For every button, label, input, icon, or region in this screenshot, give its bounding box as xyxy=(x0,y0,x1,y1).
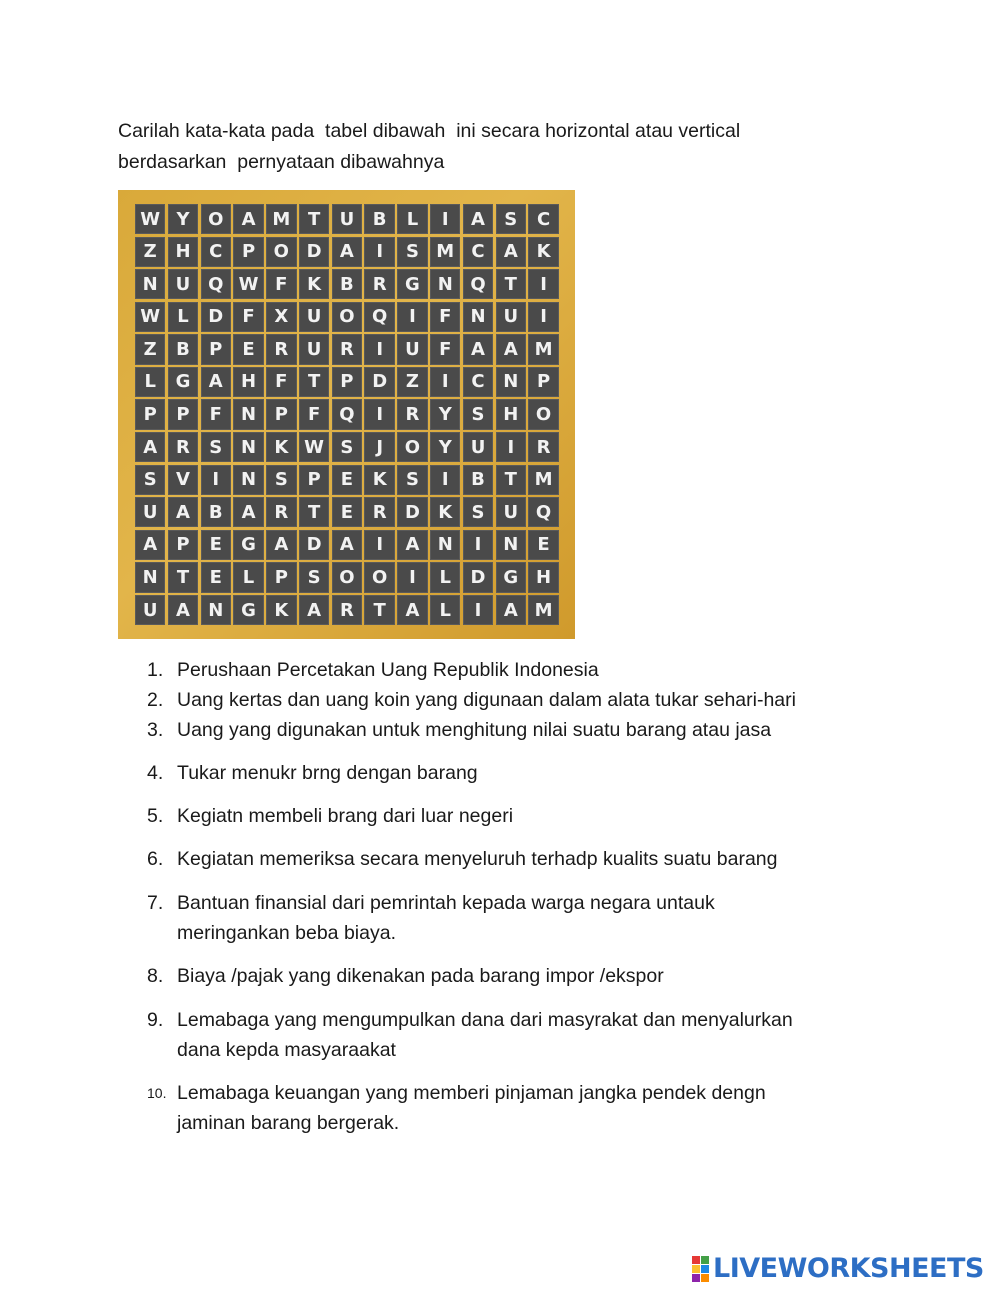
clue-number: 3. xyxy=(147,719,164,741)
grid-cell[interactable]: S xyxy=(299,562,329,592)
grid-cell[interactable]: S xyxy=(135,465,165,495)
grid-cell[interactable]: M xyxy=(430,237,460,267)
grid-cell[interactable]: F xyxy=(201,399,231,429)
grid-cell[interactable]: I xyxy=(397,302,427,332)
clue-text: Bantuan finansial dari pemrintah kepada warga negara untauk meringankan beba biaya. xyxy=(177,892,715,944)
grid-cell[interactable]: Q xyxy=(364,302,394,332)
grid-cell[interactable]: B xyxy=(463,465,493,495)
grid-cell[interactable]: A xyxy=(201,367,231,397)
grid-cell[interactable]: F xyxy=(430,302,460,332)
grid-cell[interactable]: E xyxy=(332,465,362,495)
grid-cell[interactable]: K xyxy=(299,269,329,299)
grid-cell[interactable]: C xyxy=(463,367,493,397)
grid-cell[interactable]: H xyxy=(168,237,198,267)
grid-cell[interactable]: A xyxy=(496,237,526,267)
grid-cell[interactable]: I xyxy=(201,465,231,495)
grid-cell[interactable]: D xyxy=(299,530,329,560)
grid-cell[interactable]: U xyxy=(135,595,165,625)
grid-cell[interactable]: A xyxy=(496,595,526,625)
grid-cell[interactable]: M xyxy=(528,595,558,625)
clue-text: Uang kertas dan uang koin yang digunaan dalam alata tukar sehari-hari xyxy=(177,689,796,711)
grid-cell[interactable]: D xyxy=(364,367,394,397)
grid-cell[interactable]: U xyxy=(496,497,526,527)
grid-cell[interactable]: X xyxy=(266,302,296,332)
logo-text: LIVEWORKSHEETS xyxy=(713,1253,984,1284)
grid-cell[interactable]: I xyxy=(496,432,526,462)
grid-cell[interactable]: Q xyxy=(332,399,362,429)
grid-cell[interactable]: Z xyxy=(135,237,165,267)
grid-cell[interactable]: W xyxy=(299,432,329,462)
grid-cell[interactable]: K xyxy=(266,432,296,462)
grid-cell[interactable]: P xyxy=(266,399,296,429)
grid-cell[interactable]: A xyxy=(397,530,427,560)
grid-cell[interactable]: A xyxy=(496,334,526,364)
grid-cell[interactable]: F xyxy=(430,334,460,364)
grid-cell[interactable]: I xyxy=(430,367,460,397)
grid-cell[interactable]: Y xyxy=(430,399,460,429)
grid-cell[interactable]: Q xyxy=(528,497,558,527)
grid-cell[interactable]: S xyxy=(266,465,296,495)
grid-cell[interactable]: N xyxy=(135,269,165,299)
grid-cell[interactable]: V xyxy=(168,465,198,495)
grid-cell[interactable]: N xyxy=(496,530,526,560)
grid-cell[interactable]: U xyxy=(299,334,329,364)
grid-cell[interactable]: T xyxy=(299,497,329,527)
grid-cell[interactable]: I xyxy=(364,237,394,267)
grid-cell[interactable]: N xyxy=(496,367,526,397)
grid-cell[interactable]: O xyxy=(397,432,427,462)
grid-cell[interactable]: R xyxy=(332,595,362,625)
liveworksheets-logo xyxy=(692,1253,984,1284)
grid-cell[interactable]: P xyxy=(528,367,558,397)
grid-cell[interactable]: B xyxy=(332,269,362,299)
grid-cell[interactable]: U xyxy=(397,334,427,364)
grid-cell[interactable]: T xyxy=(496,465,526,495)
grid-cell[interactable]: K xyxy=(364,465,394,495)
clue-number: 1. xyxy=(147,659,164,681)
grid-cell[interactable]: C xyxy=(201,237,231,267)
grid-cell[interactable]: K xyxy=(266,595,296,625)
grid-cell[interactable]: T xyxy=(299,204,329,234)
grid-cell[interactable]: A xyxy=(168,595,198,625)
grid-cell[interactable]: O xyxy=(332,302,362,332)
grid-cell[interactable]: G xyxy=(168,367,198,397)
grid-cell[interactable]: W xyxy=(135,204,165,234)
grid-cell[interactable]: U xyxy=(463,432,493,462)
grid-cell[interactable]: E xyxy=(201,530,231,560)
grid-cell[interactable]: Y xyxy=(168,204,198,234)
grid-cell[interactable]: S xyxy=(463,399,493,429)
grid-cell[interactable]: O xyxy=(266,237,296,267)
grid-cell[interactable]: Z xyxy=(397,367,427,397)
grid-cell[interactable]: N xyxy=(135,562,165,592)
grid-cell[interactable]: I xyxy=(364,334,394,364)
grid-cell[interactable]: F xyxy=(266,367,296,397)
grid-cell[interactable]: S xyxy=(397,465,427,495)
grid-cell[interactable]: A xyxy=(135,432,165,462)
grid-cell[interactable]: A xyxy=(463,334,493,364)
grid-cell[interactable]: Q xyxy=(463,269,493,299)
logo-mark-square xyxy=(701,1265,709,1273)
grid-cell[interactable]: P xyxy=(135,399,165,429)
grid-cell[interactable]: C xyxy=(463,237,493,267)
grid-cell[interactable]: P xyxy=(168,399,198,429)
grid-cell[interactable]: L xyxy=(168,302,198,332)
grid-cell[interactable]: T xyxy=(496,269,526,299)
clue-text: Kegiatan memeriksa secara menyeluruh terhadp kualits suatu barang xyxy=(177,848,778,870)
grid-cell[interactable]: E xyxy=(201,562,231,592)
grid-cell[interactable]: G xyxy=(496,562,526,592)
grid-cell[interactable]: S xyxy=(332,432,362,462)
grid-cell[interactable]: W xyxy=(135,302,165,332)
grid-cell[interactable]: G xyxy=(233,595,263,625)
grid-cell[interactable]: I xyxy=(397,562,427,592)
clue-item xyxy=(147,961,867,991)
grid-cell[interactable]: A xyxy=(233,204,263,234)
liveworksheets-logo-icon xyxy=(692,1256,709,1282)
clue-item xyxy=(147,655,867,685)
grid-cell[interactable]: D xyxy=(397,497,427,527)
grid-cell[interactable]: M xyxy=(528,465,558,495)
grid-cell[interactable]: T xyxy=(299,367,329,397)
clue-item xyxy=(147,801,867,831)
grid-cell[interactable]: A xyxy=(135,530,165,560)
clue-number: 9. xyxy=(147,1009,164,1031)
grid-cell[interactable]: L xyxy=(135,367,165,397)
grid-cell[interactable]: T xyxy=(364,595,394,625)
grid-cell[interactable]: I xyxy=(430,465,460,495)
grid-cell[interactable]: N xyxy=(233,432,263,462)
clue-item xyxy=(147,844,867,874)
grid-cell[interactable]: A xyxy=(463,204,493,234)
clue-number: 2. xyxy=(147,689,164,711)
instruction-line-1: Carilah kata-kata pada tabel dibawah ini secara horizontal atau vertical xyxy=(118,120,741,142)
clue-item xyxy=(147,1078,867,1138)
grid-cell[interactable]: N xyxy=(201,595,231,625)
clue-text: Lemabaga keuangan yang memberi pinjaman jangka pendek dengn jaminan barang bergerak. xyxy=(177,1082,766,1134)
clue-item xyxy=(147,715,867,745)
grid-cell[interactable]: U xyxy=(168,269,198,299)
grid-cell[interactable]: A xyxy=(233,497,263,527)
clue-item xyxy=(147,1005,867,1065)
grid-cell[interactable]: R xyxy=(332,334,362,364)
grid-cell[interactable]: T xyxy=(168,562,198,592)
instruction-line-2: berdasarkan pernyataan dibawahnya xyxy=(118,151,445,173)
grid-cell[interactable]: A xyxy=(168,497,198,527)
grid-cell[interactable]: I xyxy=(528,269,558,299)
logo-mark-square xyxy=(692,1265,700,1273)
grid-cell[interactable]: A xyxy=(266,530,296,560)
grid-cell[interactable]: P xyxy=(332,367,362,397)
grid-cell[interactable]: A xyxy=(332,237,362,267)
grid-cell[interactable]: H xyxy=(528,562,558,592)
grid-cell[interactable]: U xyxy=(496,302,526,332)
grid-cell[interactable]: A xyxy=(332,530,362,560)
logo-mark-square xyxy=(701,1274,709,1282)
grid-cell[interactable]: I xyxy=(364,399,394,429)
instructions xyxy=(118,116,878,178)
grid-cell[interactable]: G xyxy=(233,530,263,560)
grid-cell[interactable]: N xyxy=(430,530,460,560)
grid-cell[interactable]: C xyxy=(528,204,558,234)
grid-cell[interactable]: A xyxy=(397,595,427,625)
grid-cell[interactable]: U xyxy=(299,302,329,332)
clue-item xyxy=(147,758,867,788)
grid-cell[interactable]: R xyxy=(364,269,394,299)
grid-cell[interactable]: I xyxy=(463,530,493,560)
grid-cell[interactable]: N xyxy=(430,269,460,299)
grid-cell[interactable]: N xyxy=(233,465,263,495)
grid-cell[interactable]: W xyxy=(233,269,263,299)
clue-text: Biaya /pajak yang dikenakan pada barang impor /ekspor xyxy=(177,965,664,987)
logo-mark-square xyxy=(701,1256,709,1264)
grid-cell[interactable]: P xyxy=(201,334,231,364)
grid-cell[interactable]: P xyxy=(168,530,198,560)
logo-mark-square xyxy=(692,1256,700,1264)
grid-cell[interactable]: U xyxy=(332,204,362,234)
clue-text: Kegiatn membeli brang dari luar negeri xyxy=(177,805,514,827)
grid-cell[interactable]: E xyxy=(332,497,362,527)
clue-number: 10. xyxy=(147,1085,167,1101)
grid-cell[interactable]: M xyxy=(528,334,558,364)
grid-cell[interactable]: R xyxy=(266,334,296,364)
grid-cell[interactable]: D xyxy=(463,562,493,592)
grid-cell[interactable]: M xyxy=(266,204,296,234)
grid-cell[interactable]: H xyxy=(496,399,526,429)
grid-cell[interactable]: S xyxy=(201,432,231,462)
grid-cell[interactable]: R xyxy=(168,432,198,462)
grid-cell[interactable]: O xyxy=(364,562,394,592)
grid-cell[interactable]: P xyxy=(233,237,263,267)
grid-cell[interactable]: G xyxy=(397,269,427,299)
grid-cell[interactable]: I xyxy=(463,595,493,625)
grid-cell[interactable]: A xyxy=(299,595,329,625)
logo-mark-square xyxy=(692,1274,700,1282)
word-search-puzzle xyxy=(118,190,575,639)
grid-cell[interactable]: O xyxy=(332,562,362,592)
grid-cell[interactable]: B xyxy=(168,334,198,364)
grid-cell[interactable]: E xyxy=(233,334,263,364)
grid-cell[interactable]: S xyxy=(496,204,526,234)
grid-cell[interactable]: R xyxy=(266,497,296,527)
grid-cell[interactable]: L xyxy=(397,204,427,234)
grid-cell[interactable]: L xyxy=(430,562,460,592)
clue-number: 5. xyxy=(147,805,164,827)
grid-cell[interactable]: I xyxy=(364,530,394,560)
clue-item xyxy=(147,685,867,715)
grid-cell[interactable]: F xyxy=(233,302,263,332)
grid-cell[interactable]: E xyxy=(528,530,558,560)
grid-cell[interactable]: N xyxy=(233,399,263,429)
grid-cell[interactable]: R xyxy=(528,432,558,462)
grid-cell[interactable]: B xyxy=(201,497,231,527)
grid-cell[interactable]: U xyxy=(135,497,165,527)
word-search-grid xyxy=(135,204,559,625)
clue-text: Uang yang digunakan untuk menghitung nilai suatu barang atau jasa xyxy=(177,719,772,741)
grid-cell[interactable]: D xyxy=(299,237,329,267)
clue-number: 4. xyxy=(147,762,164,784)
grid-cell[interactable]: K xyxy=(430,497,460,527)
grid-cell[interactable]: K xyxy=(528,237,558,267)
grid-cell[interactable]: B xyxy=(364,204,394,234)
clue-text: Lemabaga yang mengumpulkan dana dari masyrakat dan menyalurkan dana kepda masyaraakat xyxy=(177,1009,793,1061)
grid-cell[interactable]: P xyxy=(266,562,296,592)
clue-text: Perushaan Percetakan Uang Republik Indonesia xyxy=(177,659,599,681)
grid-cell[interactable]: R xyxy=(397,399,427,429)
grid-cell[interactable]: F xyxy=(299,399,329,429)
grid-cell[interactable]: R xyxy=(364,497,394,527)
grid-cell[interactable]: H xyxy=(233,367,263,397)
grid-cell[interactable]: O xyxy=(528,399,558,429)
grid-cell[interactable]: O xyxy=(201,204,231,234)
clue-text: Tukar menukr brng dengan barang xyxy=(177,762,478,784)
grid-cell[interactable]: F xyxy=(266,269,296,299)
grid-cell[interactable]: Y xyxy=(430,432,460,462)
grid-cell[interactable]: S xyxy=(463,497,493,527)
grid-cell[interactable]: N xyxy=(463,302,493,332)
grid-cell[interactable]: L xyxy=(430,595,460,625)
grid-cell[interactable]: L xyxy=(233,562,263,592)
grid-cell[interactable]: S xyxy=(397,237,427,267)
grid-cell[interactable]: I xyxy=(430,204,460,234)
grid-cell[interactable]: I xyxy=(528,302,558,332)
clue-number: 7. xyxy=(147,892,164,914)
grid-cell[interactable]: Z xyxy=(135,334,165,364)
clue-number: 8. xyxy=(147,965,164,987)
grid-cell[interactable]: D xyxy=(201,302,231,332)
grid-cell[interactable]: P xyxy=(299,465,329,495)
grid-cell[interactable]: J xyxy=(364,432,394,462)
clue-item xyxy=(147,888,867,948)
clue-number: 6. xyxy=(147,848,164,870)
grid-cell[interactable]: Q xyxy=(201,269,231,299)
